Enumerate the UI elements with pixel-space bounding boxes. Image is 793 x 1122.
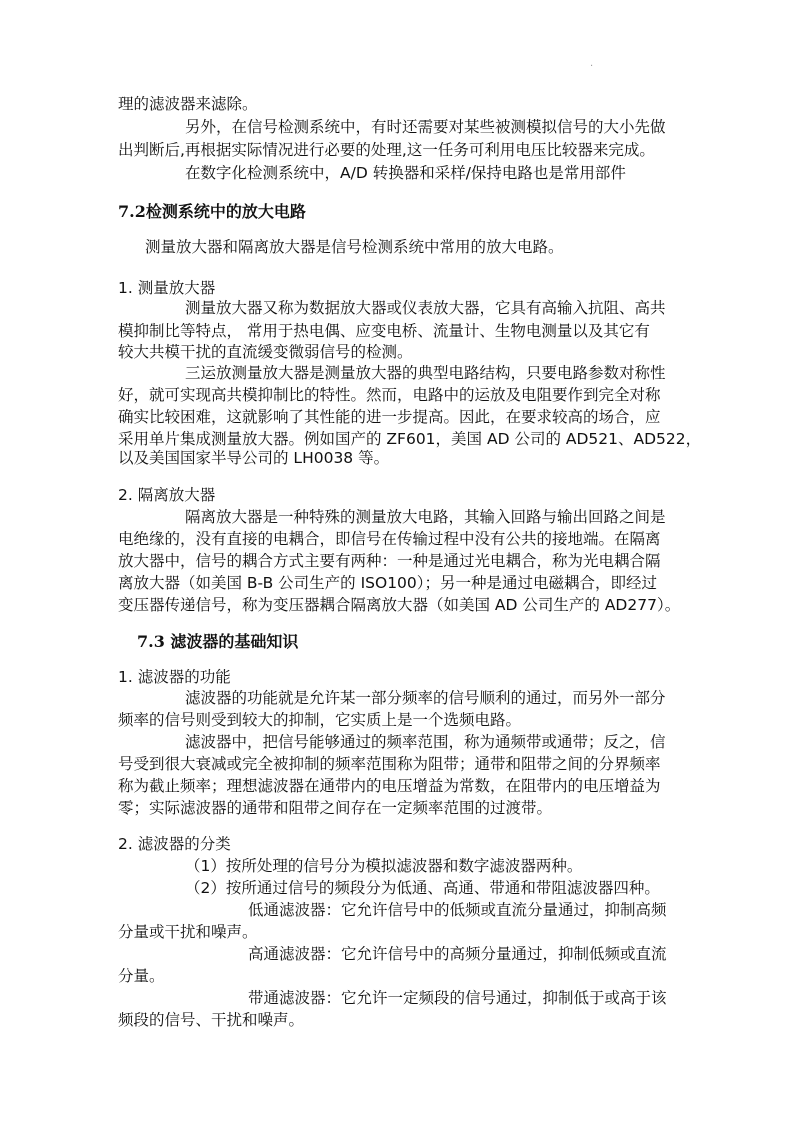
- paragraph-line: 较大共模干扰的直流缓变微弱信号的检测。: [118, 343, 413, 361]
- paragraph-line: 号受到很大衰减或完全被抑制的频率范围称为阻带；通带和阻带之间的分界频率: [118, 755, 661, 773]
- paragraph-line: 滤波器中，把信号能够通过的频率范围，称为通频带或通带；反之，信: [185, 733, 666, 751]
- paragraph-line: 好，就可实现高共模抑制比的特性。然而，电路中的运放及电阻要作到完全对称: [118, 386, 661, 404]
- paragraph-line: 隔离放大器是一种特殊的测量放大电路，其输入回路与输出回路之间是: [185, 508, 666, 526]
- paragraph-line: 确实比较困难，这就影响了其性能的进一步提高。因此，在要求较高的场合，应: [118, 408, 661, 426]
- paragraph-line: 变压器传递信号，称为变压器耦合隔离放大器（如美国 AD 公司生产的 AD277）。: [118, 596, 681, 614]
- paragraph-line: 频率的信号则受到较大的抑制，它实质上是一个选频电路。: [118, 711, 522, 729]
- paragraph-line: 分量。: [118, 967, 165, 985]
- paragraph-line: 采用单片集成测量放大器。例如国产的 ZF601，美国 AD 公司的 AD521、AD522，: [118, 430, 702, 448]
- subheading: 2. 隔离放大器: [118, 486, 216, 504]
- subheading: 2. 滤波器的分类: [118, 835, 231, 853]
- paragraph-line: 出判断后,再根据实际情况进行必要的处理,这一任务可利用电压比较器来完成。: [118, 141, 655, 159]
- list-item: （1）按所处理的信号分为模拟滤波器和数字滤波器两种。: [185, 857, 583, 875]
- paragraph-line: 电绝缘的，没有直接的电耦合，即信号在传输过程中没有公共的接地端。在隔离: [118, 530, 661, 548]
- list-item: （2）按所通过信号的频段分为低通、高通、带通和带阻滤波器四种。: [185, 879, 660, 897]
- section-heading-7-3: 7.3 滤波器的基础知识: [137, 632, 299, 651]
- subheading: 1. 测量放大器: [118, 279, 216, 297]
- paragraph-line: 零；实际滤波器的通带和阻带之间存在一定频率范围的过渡带。: [118, 799, 553, 817]
- paragraph-line: 滤波器的功能就是允许某一部分频率的信号顺利的通过，而另外一部分: [185, 689, 666, 707]
- paragraph-line: 另外，在信号检测系统中，有时还需要对某些被测模拟信号的大小先做: [185, 118, 666, 136]
- paragraph-line: 离放大器（如美国 B-B 公司生产的 ISO100）；另一种是通过电磁耦合，即经过: [118, 574, 658, 592]
- paragraph-line: 在数字化检测系统中，A/D 转换器和采样/保持电路也是常用部件: [185, 164, 626, 182]
- paragraph-line: 分量或干扰和噪声。: [118, 923, 258, 941]
- corner-mark: .: [590, 58, 594, 69]
- subheading: 1. 滤波器的功能: [118, 668, 231, 686]
- paragraph-line: 三运放测量放大器是测量放大器的典型电路结构，只要电路参数对称性: [185, 364, 666, 382]
- paragraph-line: 放大器中，信号的耦合方式主要有两种：一种是通过光电耦合，称为光电耦合隔: [118, 552, 661, 570]
- paragraph-line: 带通滤波器：它允许一定频段的信号通过，抑制低于或高于该: [248, 989, 667, 1007]
- paragraph-line: 模抑制比等特点， 常用于热电偶、应变电桥、流量计、生物电测量以及其它有: [118, 322, 650, 340]
- paragraph-line: 测量放大器又称为数据放大器或仪表放大器，它具有高输入抗阻、高共: [185, 299, 666, 317]
- paragraph-line: 称为截止频率；理想滤波器在通带内的电压增益为常数，在阻带内的电压增益为: [118, 777, 661, 795]
- paragraph-line: 高通滤波器：它允许信号中的高频分量通过，抑制低频或直流: [248, 945, 667, 963]
- paragraph-line: 以及美国国家半导公司的 LH0038 等。: [118, 449, 390, 467]
- paragraph-line: 理的滤波器来滤除。: [118, 95, 258, 113]
- paragraph-line: 低通滤波器：它允许信号中的低频或直流分量通过，抑制高频: [248, 901, 667, 919]
- paragraph-line: 测量放大器和隔离放大器是信号检测系统中常用的放大电路。: [145, 238, 564, 256]
- paragraph-line: 频段的信号、干扰和噪声。: [118, 1011, 305, 1029]
- section-heading-7-2: 7.2检测系统中的放大电路: [118, 202, 306, 221]
